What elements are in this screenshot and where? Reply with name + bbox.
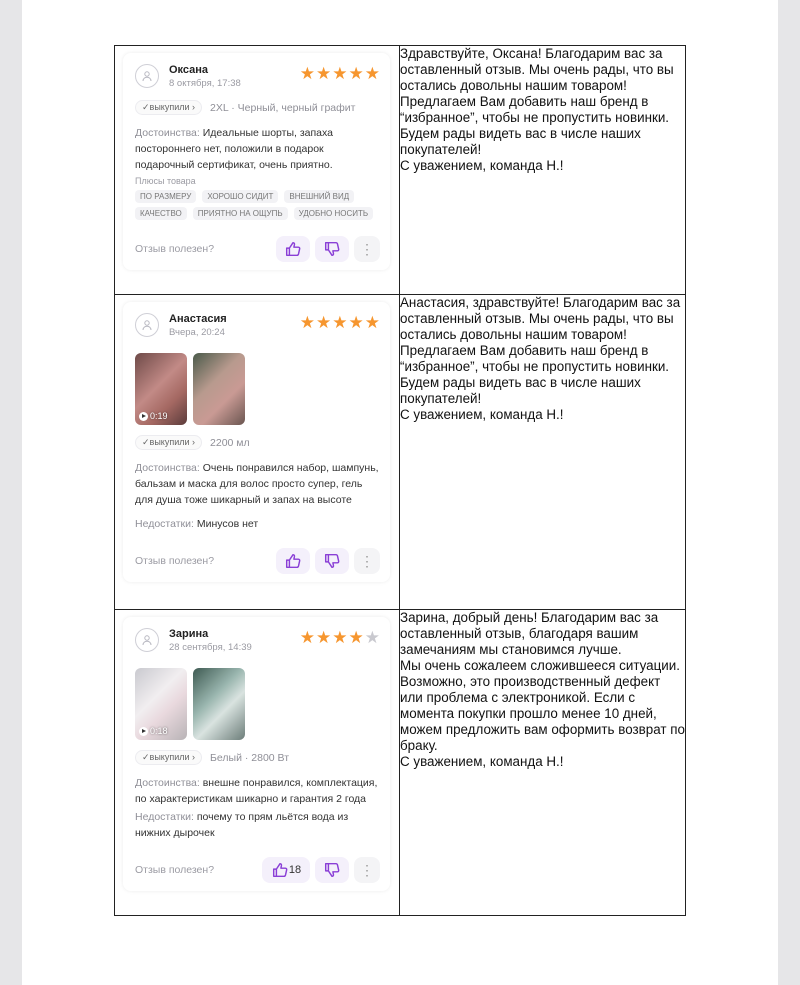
table-row (115, 610, 686, 916)
tags-title: Плюсы товара (135, 176, 196, 186)
thumbs-down-button[interactable] (315, 548, 349, 574)
reviewer-name: Анастасия (169, 313, 227, 325)
review-pros (135, 125, 380, 173)
thumbs-down-icon (323, 861, 341, 879)
reply-cell (400, 610, 686, 916)
helpful-label: Отзыв полезен? (135, 864, 215, 876)
star-icon: ★ (299, 628, 315, 647)
helpful-label: Отзыв полезен? (135, 243, 215, 255)
reply-signature: С уважением, команда Н.! (400, 407, 564, 422)
thumbs-down-icon (323, 552, 341, 570)
star-icon: ★ (332, 313, 348, 332)
more-options-button[interactable]: ⋮ (354, 548, 380, 574)
review-photo[interactable] (193, 353, 245, 425)
cons-text: почему то прям льётся вода из нижних дырочек (135, 811, 349, 839)
reviews-table (114, 45, 686, 916)
pros-text: Идеальные шорты, запаха постороннего нет, положили в подарок подарочный сертификат, очень приятно. (135, 127, 333, 171)
thumbs-up-icon (284, 552, 302, 570)
bought-badge[interactable]: ✓выкупили › (135, 100, 202, 115)
review-video-thumbnail[interactable] (135, 668, 187, 740)
review-date: 8 октября, 17:38 (169, 78, 241, 89)
rating-stars (300, 629, 380, 646)
rating-stars (300, 65, 380, 82)
reply-cell (400, 46, 686, 295)
thumbs-down-button[interactable] (315, 236, 349, 262)
tag: УДОБНО НОСИТЬ (294, 207, 374, 220)
product-variant: Белый · 2800 Вт (210, 751, 290, 764)
video-duration: 0:19 (150, 411, 168, 421)
review-cell (115, 295, 400, 610)
review-date: Вчера, 20:24 (169, 327, 225, 338)
thumbs-up-icon (271, 861, 289, 879)
pros-label: Достоинства: (135, 127, 200, 139)
video-duration: 0:18 (150, 726, 168, 736)
reply-cell (400, 295, 686, 610)
rating-stars (300, 314, 380, 331)
pros-label: Достоинства: (135, 462, 200, 474)
reply-signature: С уважением, команда Н.! (400, 754, 564, 769)
review-media (135, 353, 380, 425)
star-icon: ★ (316, 313, 332, 332)
document-page (22, 0, 778, 985)
reply-paragraph: Предлагаем Вам добавить наш бренд в “избранное”, чтобы не пропустить новинки. Будем рады видеть вас в числе наших покупателей! (400, 343, 670, 406)
star-icon: ★ (299, 64, 315, 83)
helpful-label: Отзыв полезен? (135, 555, 215, 567)
pros-label: Достоинства: (135, 777, 200, 789)
avatar-icon (135, 313, 159, 337)
review-cell (115, 610, 400, 916)
reviewer-name: Оксана (169, 64, 209, 76)
reply-paragraph: Мы очень сожалеем сложившееся ситуации. Возможно, это производственный дефект или проблема с электроникой. Если с момента покупки прошло менее 10 дней, можем предложить вам оформить возврат по браку. (400, 658, 685, 753)
reply-paragraph: Зарина, добрый день! Благодарим вас за оставленный отзыв, благодаря вашим замечаниям мы становимся лучше. (400, 610, 659, 657)
product-variant: 2200 мл (210, 436, 250, 449)
bought-badge[interactable]: ✓выкупили › (135, 435, 202, 450)
tag: ПО РАЗМЕРУ (135, 190, 196, 203)
more-options-button[interactable]: ⋮ (354, 236, 380, 262)
cons-label: Недостатки: (135, 518, 194, 530)
thumbs-down-icon (323, 240, 341, 258)
tags-list (135, 190, 380, 220)
review-cons (135, 809, 380, 841)
reply-paragraph: Предлагаем Вам добавить наш бренд в “избранное”, чтобы не пропустить новинки. Будем рады видеть вас в числе наших покупателей! (400, 94, 670, 157)
review-card (123, 617, 390, 891)
tag: ХОРОШО СИДИТ (202, 190, 278, 203)
review-pros (135, 460, 380, 508)
review-photo[interactable] (193, 668, 245, 740)
likes-count: 18 (288, 864, 302, 876)
review-video-thumbnail[interactable] (135, 353, 187, 425)
star-icon: ★ (332, 628, 348, 647)
avatar-icon (135, 64, 159, 88)
star-icon: ★ (364, 64, 380, 83)
reply-paragraph: Анастасия, здравствуйте! Благодарим вас за оставленный отзыв. Мы очень рады, что вы остались довольны нашим товаром! (400, 295, 681, 342)
reply-paragraph: Здравствуйте, Оксана! Благодарим вас за оставленный отзыв. Мы очень рады, что вы остались довольны нашим товаром! (400, 46, 674, 93)
star-icon: ★ (348, 628, 364, 647)
bought-badge[interactable]: ✓выкупили › (135, 750, 202, 765)
product-variant: 2XL · Черный, черный графит (210, 101, 356, 114)
play-icon (139, 727, 148, 736)
star-icon: ★ (332, 64, 348, 83)
cons-label: Недостатки: (135, 811, 194, 823)
star-icon: ★ (348, 313, 364, 332)
review-date: 28 сентября, 14:39 (169, 642, 252, 653)
review-cons (135, 516, 380, 532)
pros-text: Очень понравился набор, шампунь, бальзам и маска для волос просто супер, гель для душа тоже шикарный и запах на высоте (135, 462, 379, 506)
table-row (115, 295, 686, 610)
cons-text: Минусов нет (196, 518, 259, 530)
play-icon (139, 412, 148, 421)
thumbs-up-button[interactable] (276, 548, 310, 574)
table-row (115, 46, 686, 295)
more-options-button[interactable]: ⋮ (354, 857, 380, 883)
star-empty-icon: ★ (364, 628, 380, 647)
tag: ПРИЯТНО НА ОЩУПЬ (193, 207, 288, 220)
thumbs-up-icon (284, 240, 302, 258)
reply-signature: С уважением, команда Н.! (400, 158, 564, 173)
star-icon: ★ (364, 313, 380, 332)
thumbs-down-button[interactable] (315, 857, 349, 883)
thumbs-up-button[interactable] (262, 857, 310, 883)
avatar-icon (135, 628, 159, 652)
review-media (135, 668, 380, 740)
star-icon: ★ (316, 628, 332, 647)
thumbs-up-button[interactable] (276, 236, 310, 262)
pros-text: внешне понравился, комплектация, по характеристикам шикарно и гарантия 2 года (135, 777, 378, 805)
tag: КАЧЕСТВО (135, 207, 187, 220)
star-icon: ★ (348, 64, 364, 83)
review-pros (135, 775, 380, 807)
star-icon: ★ (316, 64, 332, 83)
star-icon: ★ (299, 313, 315, 332)
review-cell (115, 46, 400, 295)
review-card (123, 302, 390, 582)
review-card (123, 53, 390, 270)
reviewer-name: Зарина (169, 628, 209, 640)
tag: ВНЕШНИЙ ВИД (284, 190, 354, 203)
